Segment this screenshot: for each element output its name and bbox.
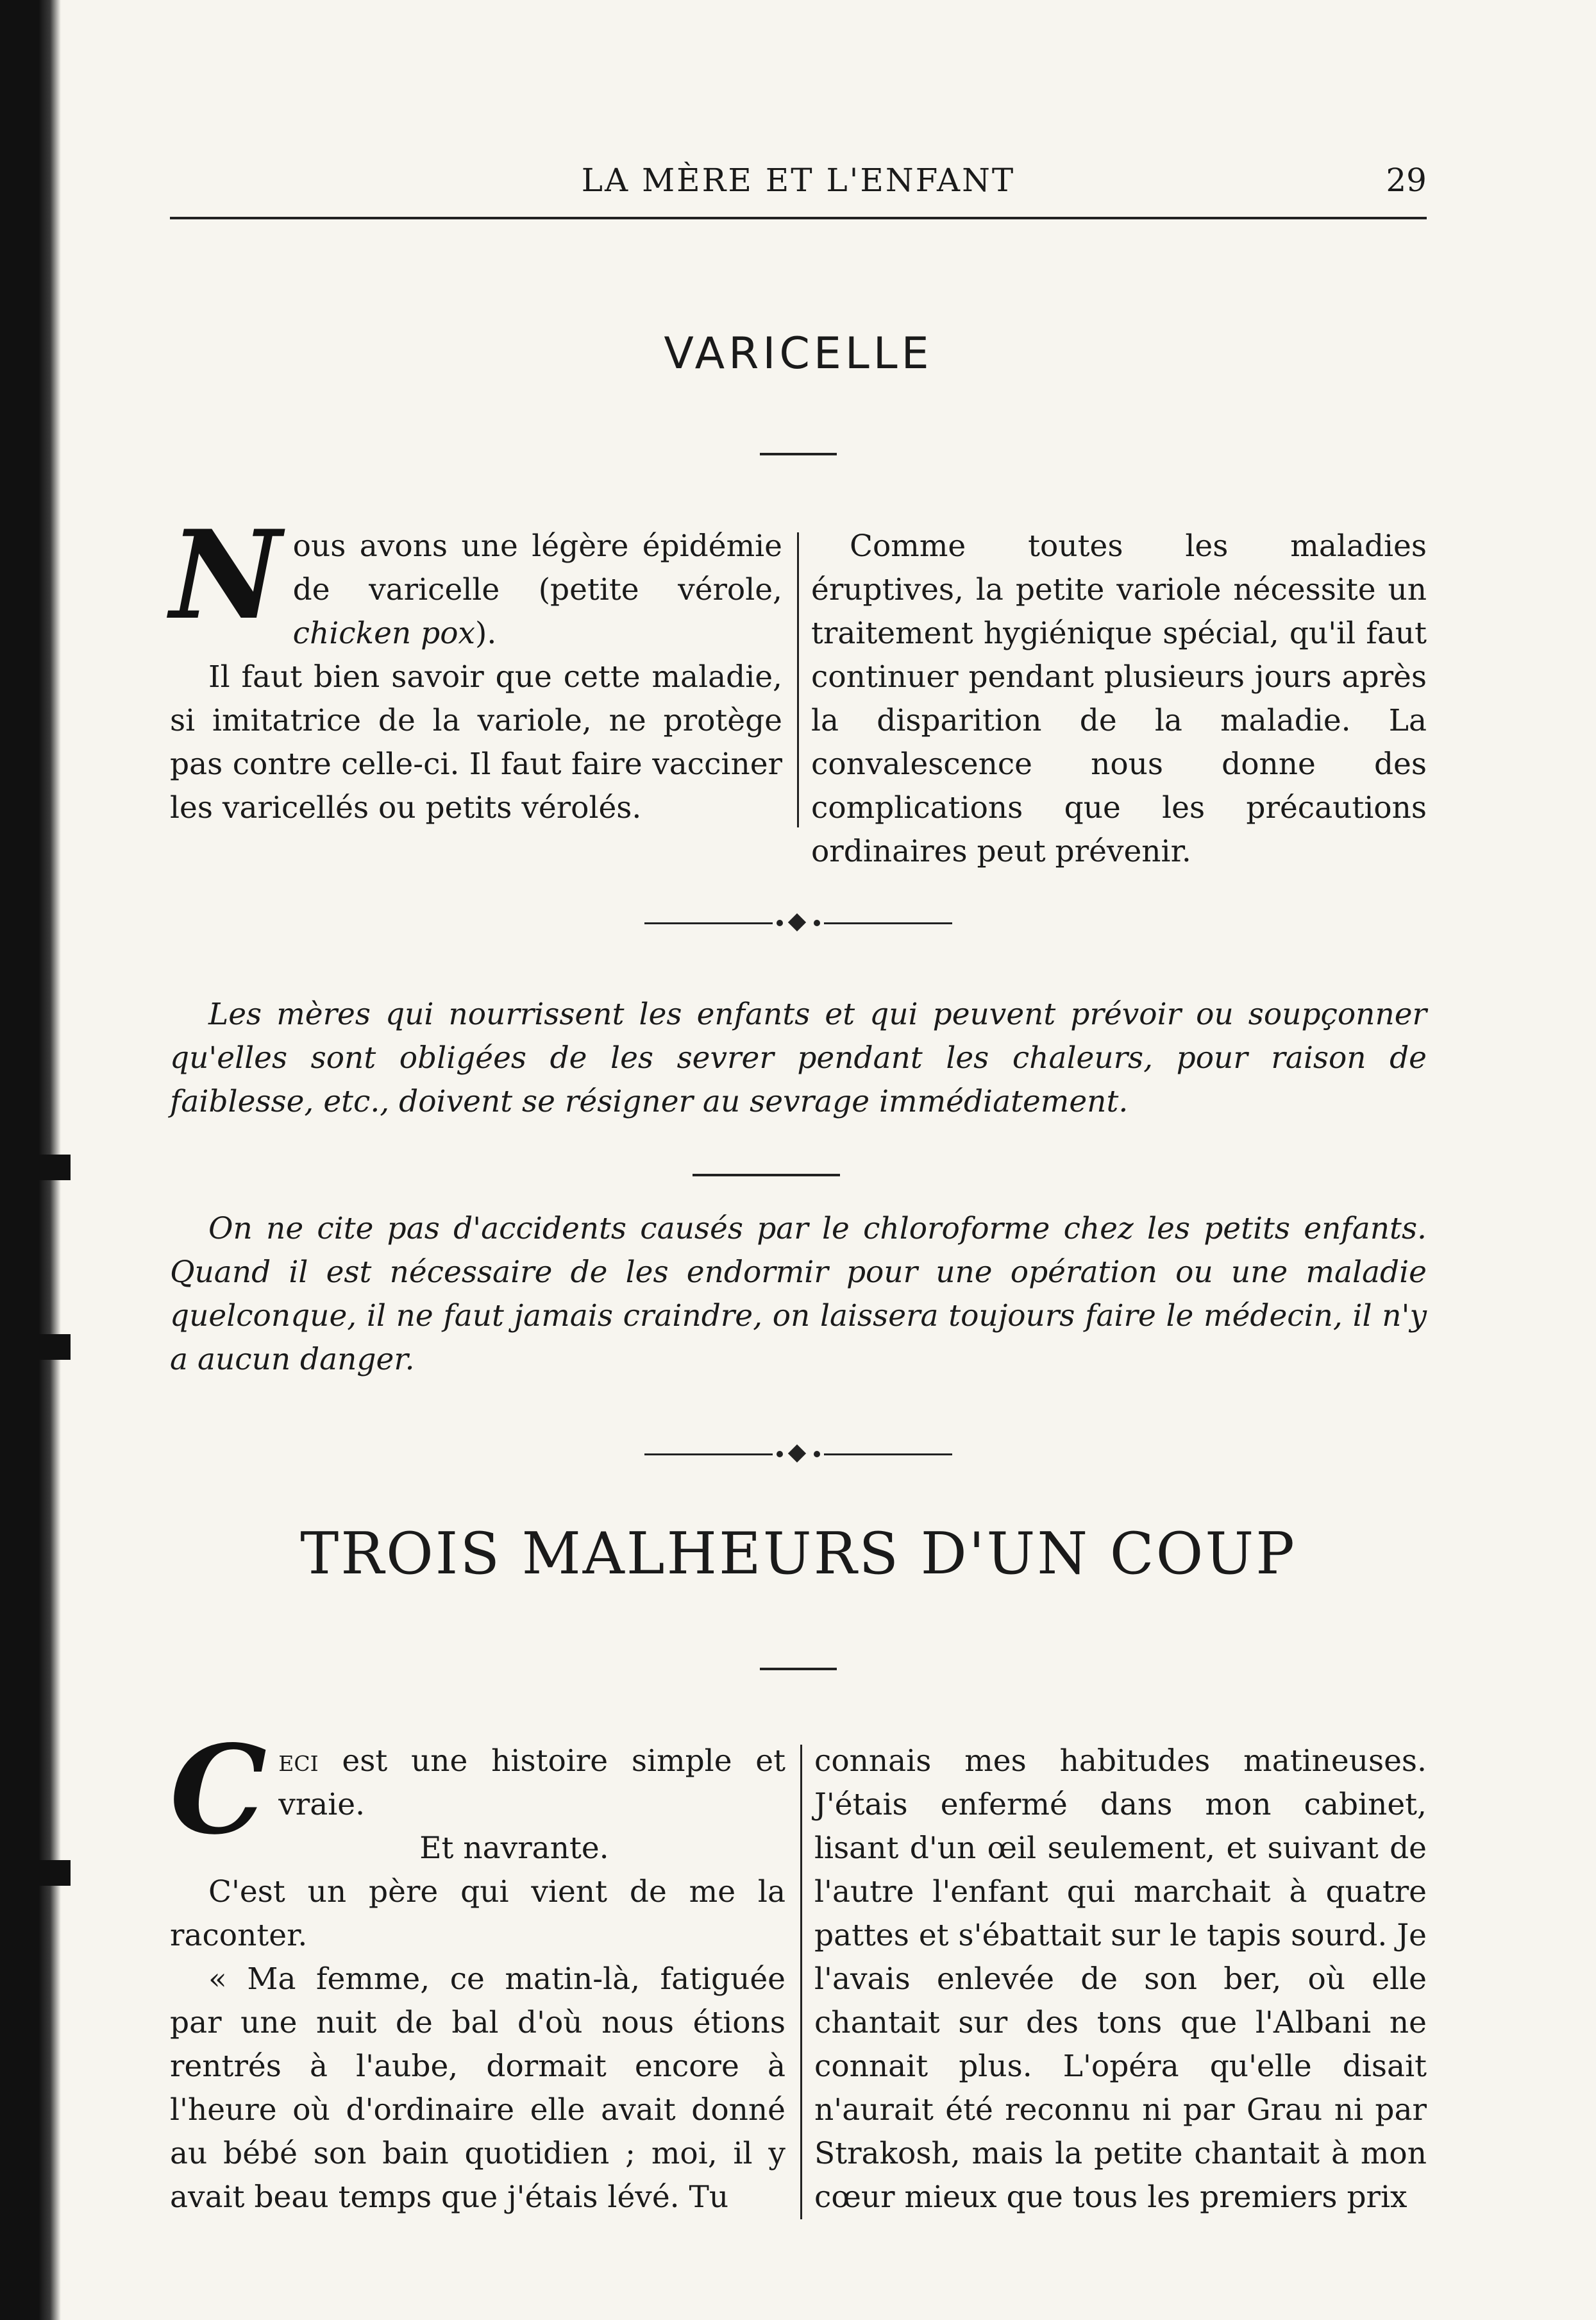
section-title-varicelle: VARICELLE xyxy=(664,328,933,379)
dropcap-n: N xyxy=(170,504,281,647)
varicelle-intro-end: ). xyxy=(475,616,497,651)
column-divider xyxy=(797,532,799,827)
story-opening: est une histoire simple et vraie. xyxy=(278,1743,785,1822)
note-sevrage: Les mères qui nourrissent les enfants et qui peuvent prévoir ou soupçonner qu'elles sont obligées de les sevrer pendant les chaleurs, pour raison de faiblesse, etc., doivent se résigner au sevrage immédiatement. xyxy=(170,997,1427,1119)
varicelle-left-column xyxy=(170,504,782,830)
separator-rule xyxy=(693,1174,840,1176)
title-underline xyxy=(760,1668,837,1670)
story-paragraph-right: connais mes habitudes matineuses. J'étais enfermé dans mon cabinet, lisant d'un œil seulement, et suivant de l'autre l'enfant qui marchait à quatre pattes et s'ébattait sur le tapis sourd. Je l'avais enlevée de son ber, où elle chantait sur des tons que l'Albani ne connait plus. L'opéra qu'elle disait n'aurait été reconnu ni par Grau ni par Strakosh, mais la petite chantait à mon cœur mieux que tous les premiers prix xyxy=(814,1743,1427,2215)
trois-right-column xyxy=(814,1740,1427,2219)
spine-mark xyxy=(26,1334,71,1360)
trois-left-column xyxy=(170,1718,785,2219)
varicelle-paragraph-right: Comme toutes les maladies éruptives, la petite variole nécessite un traitement hygiénique spécial, qu'il faut continuer pendant plusieurs jours après la disparition de la maladie. La convalescence nous donne des complications que les précautions ordinaires peut prévenir. xyxy=(811,529,1427,869)
varicelle-english-term: chicken pox xyxy=(292,616,476,651)
varicelle-paragraph: Il faut bien savoir que cette maladie, si imitatrice de la variole, ne protège pas contre celle-ci. Il faut faire vacciner les varicellés ou petits vérolés. xyxy=(170,659,782,826)
running-title: LA MÈRE ET L'ENFANT xyxy=(581,162,1016,199)
title-underline xyxy=(760,453,837,455)
spine-mark xyxy=(26,1860,71,1886)
story-paragraph: C'est un père qui vient de me la raconter. xyxy=(170,1874,785,1953)
ornament-divider xyxy=(644,1442,952,1468)
varicelle-right-column xyxy=(811,525,1427,874)
column-divider xyxy=(800,1745,802,2219)
dropcap-c: C xyxy=(170,1718,267,1861)
note-chloroforme: On ne cite pas d'accidents causés par le chloroforme chez les petits enfants. Quand il est nécessaire de les endormir pour une opération ou une maladie quelconque, il ne faut jamais craindre, on laissera toujours faire le médecin, il n'y a aucun danger. xyxy=(170,1211,1427,1377)
story-line: Et navrante. xyxy=(419,1831,609,1866)
running-header xyxy=(170,154,1427,205)
section-title-trois-malheurs: TROIS MALHEURS D'UN COUP xyxy=(300,1520,1297,1588)
ornament-divider xyxy=(644,911,952,936)
page-number: 29 xyxy=(1386,162,1427,199)
varicelle-intro: ous avons une légère épidémie de varicelle (petite vérole, xyxy=(292,529,782,607)
book-spine-shadow xyxy=(0,0,61,2320)
header-rule xyxy=(170,217,1427,219)
dropcap-continuation: eci xyxy=(278,1743,319,1779)
story-paragraph: « Ma femme, ce matin-là, fatiguée par une nuit de bal d'où nous étions rentrés à l'aube, dormait encore à l'heure où d'ordinaire elle avait donné au bébé son bain quotidien ; moi, il y avait beau temps que j'étais lévé. Tu xyxy=(170,1961,785,2215)
spine-mark xyxy=(26,1155,71,1180)
